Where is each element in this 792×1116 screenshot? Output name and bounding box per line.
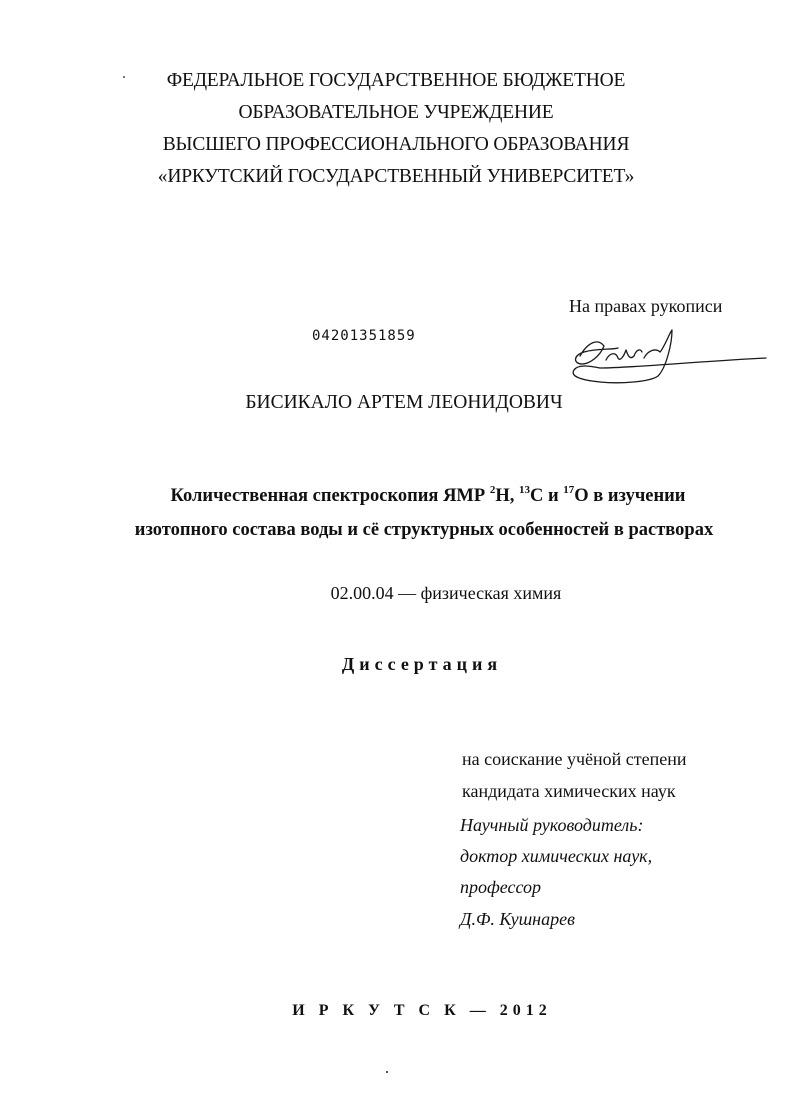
rights-note: На правах рукописи <box>569 296 723 316</box>
registration-number: 04201351859 <box>312 328 416 344</box>
oxygen-mass-number: 17 <box>563 484 575 496</box>
scan-speck <box>386 1071 388 1073</box>
carbon-mass-number: 13 <box>518 484 530 496</box>
hydrogen-symbol: H, <box>495 486 519 506</box>
city-year: И Р К У Т С К — 2012 <box>292 1002 552 1019</box>
institution-line-2: ОБРАЗОВАТЕЛЬНОЕ УЧРЕЖДЕНИЕ <box>238 102 554 123</box>
institution-line-1: ФЕДЕРАЛЬНОЕ ГОСУДАРСТВЕННОЕ БЮДЖЕТНОЕ <box>166 70 626 91</box>
hydrogen-mass-number: 2 <box>489 484 496 496</box>
specialty: 02.00.04 — физическая химия <box>330 583 562 603</box>
supervisor-label: Научный руководитель: <box>460 815 644 835</box>
institution-line-3: ВЫСШЕГО ПРОФЕССИОНАЛЬНОГО ОБРАЗОВАНИЯ <box>162 134 630 155</box>
degree-line-1: на соискание учёной степени <box>462 749 687 769</box>
dissertation-title-line-2: изотопного состава воды и сё структурных особенностей в растворах <box>134 520 714 540</box>
author-name: БИСИКАЛО АРТЕМ ЛЕОНИДОВИЧ <box>245 392 563 413</box>
carbon-symbol: C и <box>529 486 564 506</box>
scan-speck <box>123 76 125 78</box>
degree-line-2: кандидата химических наук <box>462 781 676 801</box>
supervisor-name: Д.Ф. Кушнарев <box>460 909 575 929</box>
dissertation-title-line-1 <box>32 486 792 507</box>
supervisor-rank: профессор <box>460 877 542 897</box>
title-prefix: Количественная спектроскопия ЯМР <box>170 486 490 506</box>
oxygen-symbol: O в изучении <box>574 486 686 506</box>
work-type: Диссертация <box>341 654 503 674</box>
institution-line-4: «ИРКУТСКИЙ ГОСУДАРСТВЕННЫЙ УНИВЕРСИТЕТ» <box>157 166 635 187</box>
signature <box>560 328 770 388</box>
supervisor-degree: доктор химических наук, <box>460 846 653 866</box>
